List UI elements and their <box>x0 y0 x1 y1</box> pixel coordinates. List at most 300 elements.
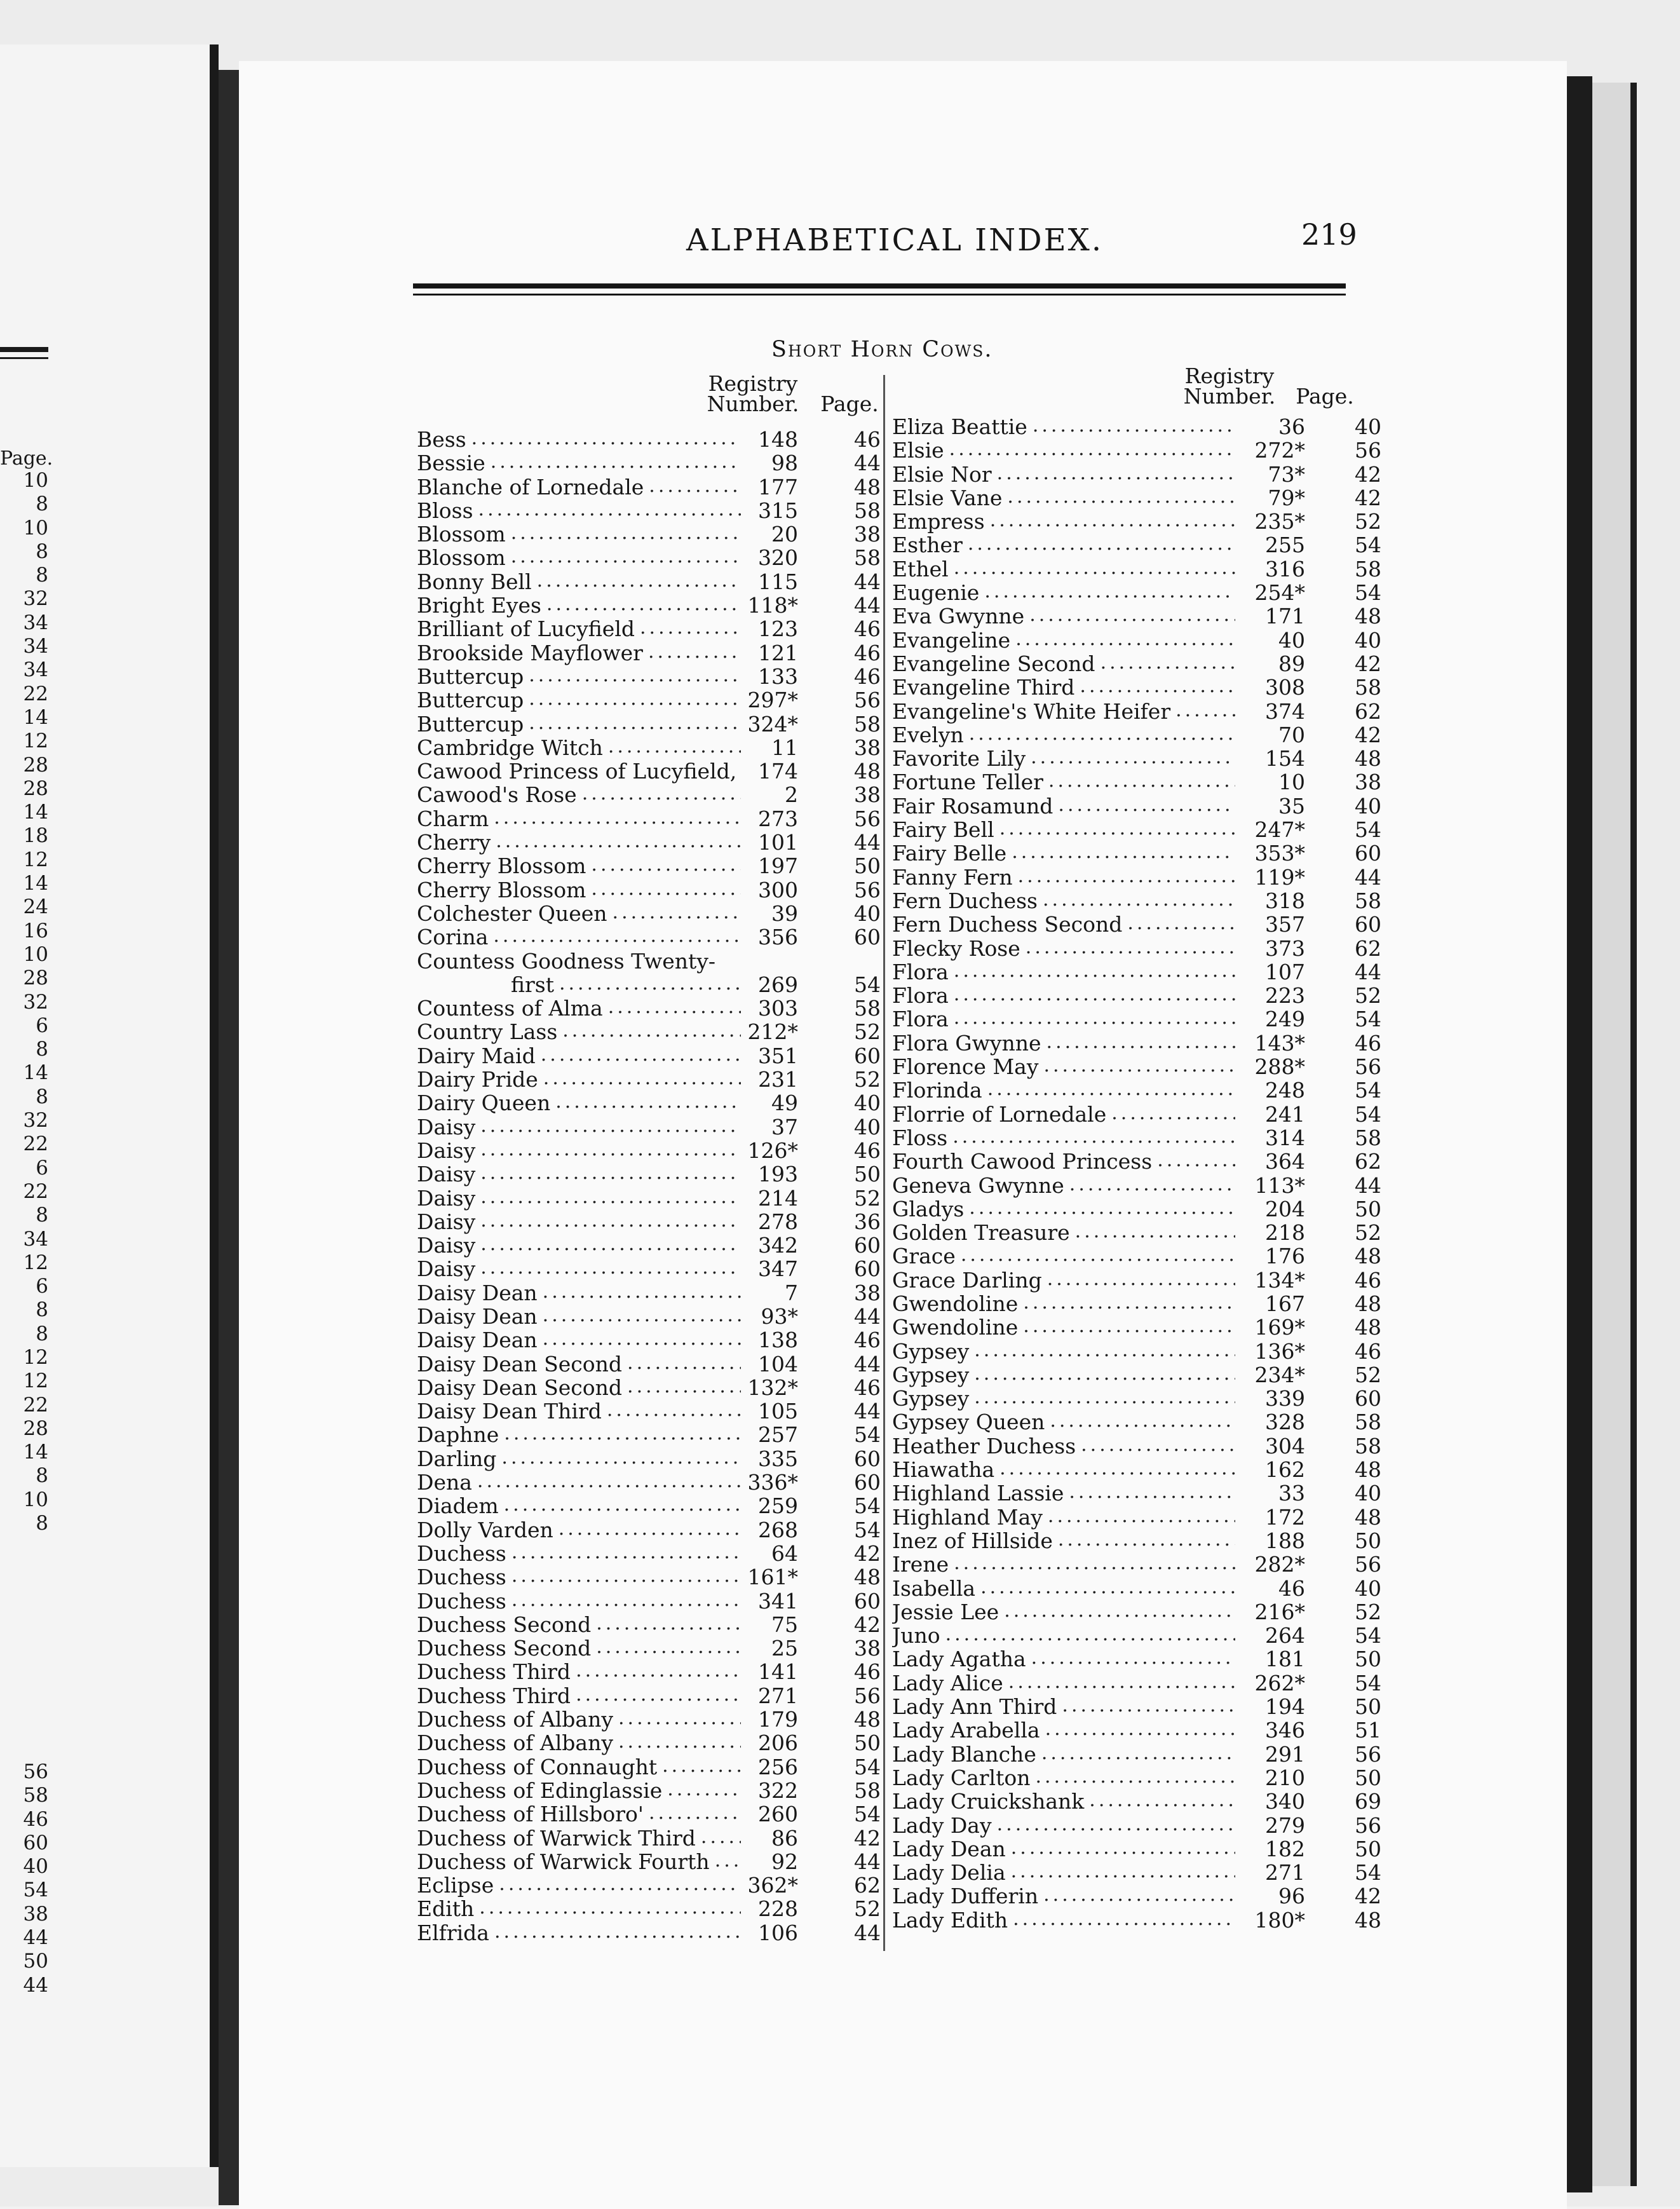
entry-page-number: 54 <box>854 1802 881 1827</box>
entry-page-number: 40 <box>854 901 881 926</box>
entry-page-number: 50 <box>1355 1765 1381 1790</box>
entry-name: Daisy <box>417 1256 476 1282</box>
entry-name-cell <box>417 1352 741 1376</box>
leader-dots <box>985 509 1235 534</box>
entry-page-number: 52 <box>1355 983 1381 1009</box>
entry-name: Buttercup <box>417 688 524 713</box>
index-entry <box>417 1849 881 1873</box>
index-entry <box>417 1162 881 1185</box>
entry-registry-number: 218 <box>1265 1220 1305 1246</box>
entry-registry-number: 37 <box>771 1114 798 1139</box>
entry-page-number: 44 <box>1355 959 1381 984</box>
entry-page-number: 44 <box>1355 1172 1381 1198</box>
leader-dots <box>466 427 741 452</box>
index-entry <box>417 1778 881 1802</box>
entry-name: Gwendoline <box>892 1291 1019 1316</box>
leader-dots <box>488 925 741 949</box>
index-entry <box>417 1920 881 1944</box>
leader-dots <box>485 451 741 475</box>
entry-registry-number: 364 <box>1265 1149 1305 1174</box>
entry-page-number: 58 <box>854 498 881 523</box>
facing-page-number: 10 <box>23 1488 48 1511</box>
entry-page-number: 44 <box>854 1303 881 1329</box>
entry-page-number: 52 <box>1355 1220 1381 1246</box>
entry-page-number: 48 <box>1355 746 1381 771</box>
entry-name-cell <box>892 1102 1235 1127</box>
entry-page-number: 46 <box>854 1375 881 1400</box>
entry-page-number: 46 <box>854 663 881 689</box>
entry-registry-number: 161* <box>747 1565 798 1590</box>
leader-dots <box>586 853 741 878</box>
leader-dots <box>1040 1718 1235 1743</box>
entry-page-number: 56 <box>854 877 881 902</box>
entry-registry-number: 197 <box>758 853 798 879</box>
entry-name-cell <box>892 1220 1235 1245</box>
entry-name-cell <box>417 1802 741 1826</box>
entry-name: Evelyn <box>892 722 964 747</box>
entry-registry-number: 247* <box>1254 817 1305 843</box>
entry-name-cell <box>417 1541 741 1566</box>
index-column-left <box>417 427 881 1944</box>
entry-name: first <box>511 972 554 997</box>
index-entry <box>417 1636 881 1659</box>
leader-dots <box>1006 841 1235 866</box>
leader-dots <box>1152 1149 1235 1174</box>
entry-registry-number: 279 <box>1265 1812 1305 1838</box>
entry-registry-number: 336* <box>747 1470 798 1495</box>
entry-name-cell <box>892 699 1235 724</box>
entry-name-cell <box>417 901 741 926</box>
facing-page-number: 8 <box>36 1204 48 1227</box>
leader-dots <box>603 996 741 1021</box>
facing-page-number: 28 <box>23 1417 48 1440</box>
leader-dots <box>491 830 741 855</box>
entry-name: Evangeline <box>892 627 1011 653</box>
entry-registry-number: 347 <box>758 1256 798 1282</box>
facing-page-number: 10 <box>23 516 48 540</box>
leader-dots <box>696 1826 741 1851</box>
entry-name-cell <box>417 1683 741 1708</box>
entry-page-number: 40 <box>854 1114 881 1139</box>
entry-name-cell <box>417 1281 741 1305</box>
facing-page-number: 12 <box>23 1345 48 1369</box>
book-gutter <box>219 70 239 2205</box>
entry-name: Gladys <box>892 1196 965 1221</box>
leader-dots <box>571 1659 741 1684</box>
entry-registry-number: 308 <box>1265 675 1305 700</box>
entry-name-cell <box>417 1849 741 1874</box>
entry-name-cell <box>892 1054 1235 1079</box>
facing-page-number: 32 <box>23 1109 48 1132</box>
entry-registry-number: 171 <box>1265 604 1305 629</box>
entry-page-number: 48 <box>1355 1457 1381 1483</box>
entry-page-number: 46 <box>854 1328 881 1353</box>
leader-dots <box>949 557 1235 581</box>
facing-page-number: 34 <box>23 1227 48 1251</box>
entry-name: Buttercup <box>417 663 524 689</box>
column-separator <box>883 375 885 1951</box>
entry-name-cell <box>417 522 741 547</box>
entry-name-cell <box>892 1173 1235 1198</box>
leader-dots <box>1002 486 1235 510</box>
entry-name: Lady Delia <box>892 1860 1006 1886</box>
entry-name-cell <box>417 1659 741 1684</box>
entry-page-number: 44 <box>854 569 881 594</box>
entry-name: Darling <box>417 1446 497 1471</box>
entry-registry-number: 46 <box>1278 1575 1305 1601</box>
entry-registry-number: 193 <box>758 1162 798 1187</box>
entry-name-cell <box>417 641 741 665</box>
entry-registry-number: 255 <box>1265 533 1305 558</box>
entry-page-number: 48 <box>1355 604 1381 629</box>
entry-name: Colchester Queen <box>417 901 607 926</box>
entry-name: Daisy Dean <box>417 1280 538 1305</box>
entry-page-number: 44 <box>854 593 881 618</box>
entry-page-number: 50 <box>1355 1196 1381 1221</box>
facing-page-number: 14 <box>23 705 48 729</box>
entry-registry-number: 210 <box>1265 1765 1305 1790</box>
entry-name: Charm <box>417 806 489 831</box>
entry-registry-number: 10 <box>1278 770 1305 795</box>
entry-registry-number: 101 <box>758 830 798 855</box>
entry-registry-number: 49 <box>771 1091 798 1116</box>
index-entry <box>417 1256 881 1280</box>
entry-name-cell <box>417 1304 741 1329</box>
leader-dots <box>736 759 741 784</box>
index-entry <box>892 983 1381 1007</box>
entry-name: Bloss <box>417 498 473 523</box>
entry-name-cell <box>892 628 1235 653</box>
leader-dots <box>506 522 741 547</box>
index-entry <box>417 996 881 1019</box>
entry-name: Heather Duchess <box>892 1433 1076 1458</box>
leader-dots <box>613 1707 741 1732</box>
entry-name: Bonny Bell <box>417 569 532 594</box>
index-entry <box>417 427 881 451</box>
entry-registry-number: 291 <box>1265 1741 1305 1767</box>
index-entry <box>417 1826 881 1849</box>
leader-dots <box>475 1138 741 1163</box>
entry-name-cell <box>417 996 741 1021</box>
facing-page-number: 6 <box>36 1275 48 1298</box>
facing-page-number: 18 <box>23 824 48 848</box>
leader-dots <box>1106 1102 1235 1127</box>
entry-registry-number: 206 <box>758 1730 798 1756</box>
entry-name: Florinda <box>892 1078 982 1103</box>
entry-name: Lady Dean <box>892 1836 1006 1861</box>
header-rule-thin <box>413 294 1346 296</box>
entry-registry-number: 181 <box>1265 1647 1305 1672</box>
index-entry <box>417 782 881 806</box>
entry-name: Daisy Dean Second <box>417 1375 623 1400</box>
leader-dots <box>550 1091 741 1115</box>
entry-name: Lady Cruickshank <box>892 1789 1085 1814</box>
entry-name-cell <box>892 888 1235 913</box>
entry-name: Cherry Blossom <box>417 853 586 879</box>
entry-page-number: 38 <box>854 782 881 808</box>
entry-page-number: 48 <box>1355 1244 1381 1269</box>
entry-registry-number: 249 <box>1265 1007 1305 1032</box>
entry-name: Eclipse <box>417 1873 494 1898</box>
entry-page-number: 38 <box>854 522 881 547</box>
index-entry <box>892 770 1381 793</box>
leader-dots <box>532 569 741 594</box>
entry-registry-number: 98 <box>771 451 798 476</box>
entry-registry-number: 314 <box>1265 1125 1305 1150</box>
entry-name: Duchess of Edinglassie <box>417 1777 663 1803</box>
entry-name-cell <box>892 746 1235 771</box>
entry-page-number: 38 <box>854 1636 881 1661</box>
leader-dots <box>506 1565 741 1589</box>
leader-dots <box>992 1813 1235 1838</box>
index-entry <box>892 1623 1381 1647</box>
entry-name-cell <box>892 651 1235 676</box>
leader-dots <box>644 1802 741 1826</box>
facing-page-number: 16 <box>23 919 48 942</box>
leader-dots <box>586 878 741 902</box>
leader-dots <box>994 1457 1235 1482</box>
leader-dots <box>1003 1671 1235 1696</box>
entry-name: Flora <box>892 1007 949 1032</box>
entry-name: Duchess of Connaught <box>417 1754 658 1779</box>
facing-page-rule-thin <box>0 357 48 359</box>
entry-name: Daisy <box>417 1209 476 1234</box>
index-entry <box>892 414 1381 438</box>
entry-registry-number: 362* <box>747 1873 798 1898</box>
entry-name-cell <box>417 1209 741 1234</box>
entry-registry-number: 35 <box>1278 793 1305 819</box>
leader-dots <box>475 1256 741 1281</box>
leader-dots <box>1006 1837 1235 1861</box>
index-entry <box>417 569 881 593</box>
entry-name: Dairy Pride <box>417 1067 538 1092</box>
entry-page-number: 54 <box>1355 580 1381 606</box>
entry-name: Lady Day <box>892 1812 992 1838</box>
entry-name: Elfrida <box>417 1920 489 1945</box>
leader-dots <box>1074 675 1235 700</box>
entry-name-cell <box>892 1576 1235 1601</box>
entry-registry-number: 335 <box>758 1446 798 1471</box>
facing-page-number: 44 <box>23 1973 48 1997</box>
index-entry <box>417 1493 881 1517</box>
entry-registry-number: 136* <box>1254 1338 1305 1364</box>
entry-page-number: 62 <box>1355 698 1381 724</box>
entry-page-number: 42 <box>1355 651 1381 676</box>
entry-page-number: 48 <box>854 474 881 500</box>
index-entry <box>417 1896 881 1920</box>
leader-dots <box>1038 1054 1235 1079</box>
entry-registry-number: 257 <box>758 1422 798 1448</box>
index-entry <box>417 1043 881 1067</box>
leader-dots <box>496 1446 741 1471</box>
entry-page-number: 56 <box>1355 438 1381 463</box>
entry-name: Esther <box>892 533 963 558</box>
index-entry <box>892 1908 1381 1931</box>
entry-name-cell <box>892 1149 1235 1174</box>
facing-page-number: 34 <box>23 635 48 658</box>
entry-name-cell <box>892 1600 1235 1624</box>
leader-dots <box>644 475 741 500</box>
entry-name-cell <box>417 427 741 452</box>
entry-registry-number: 340 <box>1265 1789 1305 1814</box>
entry-name-cell <box>892 1742 1235 1767</box>
entry-registry-number: 316 <box>1265 556 1305 581</box>
entry-name: Lady Edith <box>892 1907 1008 1933</box>
entry-page-number: 60 <box>1355 912 1381 937</box>
index-entry <box>417 949 881 972</box>
leader-dots <box>949 1552 1235 1577</box>
entry-registry-number: 204 <box>1265 1196 1305 1221</box>
entry-registry-number: 75 <box>771 1612 798 1637</box>
index-entry <box>892 888 1381 912</box>
entry-name: Blossom <box>417 545 506 571</box>
facing-page-number: 8 <box>36 1464 48 1488</box>
entry-page-number: 56 <box>854 688 881 713</box>
index-entry <box>417 1755 881 1778</box>
index-entry <box>417 1209 881 1233</box>
entry-registry-number: 288* <box>1254 1054 1305 1080</box>
entry-registry-number: 36 <box>1278 414 1305 439</box>
entry-name-cell <box>892 414 1235 439</box>
entry-page-number: 60 <box>854 1470 881 1495</box>
index-column-right <box>892 414 1381 1931</box>
index-entry <box>417 1186 881 1209</box>
entry-name-cell <box>892 794 1235 819</box>
entry-name-cell <box>892 1457 1235 1482</box>
index-entry <box>417 1352 881 1375</box>
facing-page-number: 58 <box>23 1784 48 1807</box>
index-entry <box>892 438 1381 461</box>
entry-registry-number: 92 <box>771 1849 798 1874</box>
leader-dots <box>506 1541 741 1566</box>
entry-registry-number: 341 <box>758 1588 798 1614</box>
entry-page-number: 62 <box>1355 1149 1381 1174</box>
index-entry <box>892 1528 1381 1552</box>
entry-name-cell <box>417 1755 741 1779</box>
entry-name: Duchess Third <box>417 1659 571 1685</box>
entry-name-cell <box>892 1623 1235 1648</box>
index-entry <box>417 664 881 688</box>
leader-dots <box>1057 1694 1235 1719</box>
entry-name: Eliza Beattie <box>892 414 1027 439</box>
index-entry <box>892 1410 1381 1433</box>
facing-page-number: 32 <box>23 990 48 1014</box>
index-entry <box>892 1742 1381 1765</box>
index-entry <box>417 759 881 782</box>
entry-name: Daphne <box>417 1422 499 1448</box>
facing-page-number: 10 <box>23 469 48 492</box>
entry-name: Fortune Teller <box>892 770 1043 795</box>
entry-page-number: 42 <box>854 1825 881 1851</box>
leader-dots <box>1030 1765 1235 1790</box>
entry-page-number: 58 <box>1355 1125 1381 1150</box>
page-stack-edge <box>1592 83 1637 2186</box>
entry-page-number: 52 <box>854 1185 881 1211</box>
leader-dots <box>940 1623 1235 1648</box>
entry-name-cell <box>417 1518 741 1542</box>
leader-dots <box>1084 1789 1235 1814</box>
entry-page-number: 46 <box>854 616 881 642</box>
entry-name: Countess of Alma <box>417 996 603 1021</box>
facing-page-header: Page. <box>0 447 53 470</box>
entry-name: Cherry Blossom <box>417 877 586 902</box>
leader-dots <box>949 983 1235 1008</box>
leader-dots <box>964 723 1235 747</box>
entry-registry-number: 271 <box>1265 1860 1305 1886</box>
entry-name-cell <box>417 1493 741 1518</box>
index-entry <box>417 593 881 616</box>
entry-name: Bess <box>417 427 466 452</box>
entry-name: Lady Alice <box>892 1670 1003 1696</box>
index-entry <box>892 1339 1381 1363</box>
entry-name-cell <box>892 509 1235 534</box>
leader-dots <box>538 1304 741 1329</box>
entry-registry-number: 115 <box>758 569 798 594</box>
entry-name-cell <box>892 936 1235 961</box>
entry-name-cell <box>892 1197 1235 1221</box>
leader-dots <box>603 735 741 760</box>
entry-registry-number: 104 <box>758 1351 798 1376</box>
index-entry <box>892 1054 1381 1078</box>
entry-name-cell <box>417 1920 741 1945</box>
entry-registry-number: 282* <box>1254 1552 1305 1577</box>
entry-page-number: 44 <box>854 1920 881 1945</box>
entry-name: Dena <box>417 1470 472 1495</box>
facing-page-number: 22 <box>23 682 48 705</box>
entry-name-cell <box>892 1860 1235 1885</box>
entry-registry-number: 264 <box>1265 1623 1305 1648</box>
entry-name-cell <box>892 983 1235 1008</box>
page-header-left: Page. <box>820 391 879 416</box>
entry-name-cell <box>892 1339 1235 1364</box>
entry-page-number: 46 <box>854 1659 881 1685</box>
facing-page-number: 24 <box>23 895 48 919</box>
leader-dots <box>475 1209 741 1234</box>
entry-name-cell <box>892 960 1235 984</box>
leader-dots <box>499 1493 741 1518</box>
entry-page-number: 51 <box>1355 1718 1381 1743</box>
entry-name-cell <box>892 841 1235 866</box>
entry-name-cell <box>417 451 741 475</box>
entry-name: Duchess Third <box>417 1683 571 1708</box>
entry-name: Daisy <box>417 1162 476 1187</box>
entry-name: Cawood's Rose <box>417 782 577 808</box>
entry-page-number: 54 <box>1355 1670 1381 1696</box>
entry-name: Elsie Vane <box>892 485 1003 510</box>
facing-page-number: 40 <box>23 1855 48 1879</box>
entry-name: Lady Arabella <box>892 1718 1040 1743</box>
leader-dots <box>657 1755 741 1779</box>
entry-registry-number: 118* <box>747 593 798 618</box>
entry-page-number: 42 <box>1355 485 1381 510</box>
facing-page-number: 10 <box>23 942 48 966</box>
page-edge-shadow <box>1567 76 1592 2192</box>
entry-registry-number: 216* <box>1254 1599 1305 1624</box>
entry-registry-number: 304 <box>1265 1433 1305 1458</box>
entry-name: Gypsey <box>892 1338 970 1364</box>
entry-page-number: 54 <box>854 1517 881 1542</box>
facing-page-number: 8 <box>36 540 48 563</box>
index-entry <box>892 936 1381 960</box>
entry-registry-number: 126* <box>747 1138 798 1163</box>
index-entry <box>892 1386 1381 1410</box>
leader-dots <box>475 1233 741 1258</box>
entry-name: Fairy Bell <box>892 817 994 843</box>
entry-page-number: 58 <box>854 545 881 571</box>
facing-page-number: 8 <box>36 1038 48 1061</box>
leader-dots <box>969 1363 1235 1387</box>
entry-name: Duchess of Albany <box>417 1707 613 1732</box>
